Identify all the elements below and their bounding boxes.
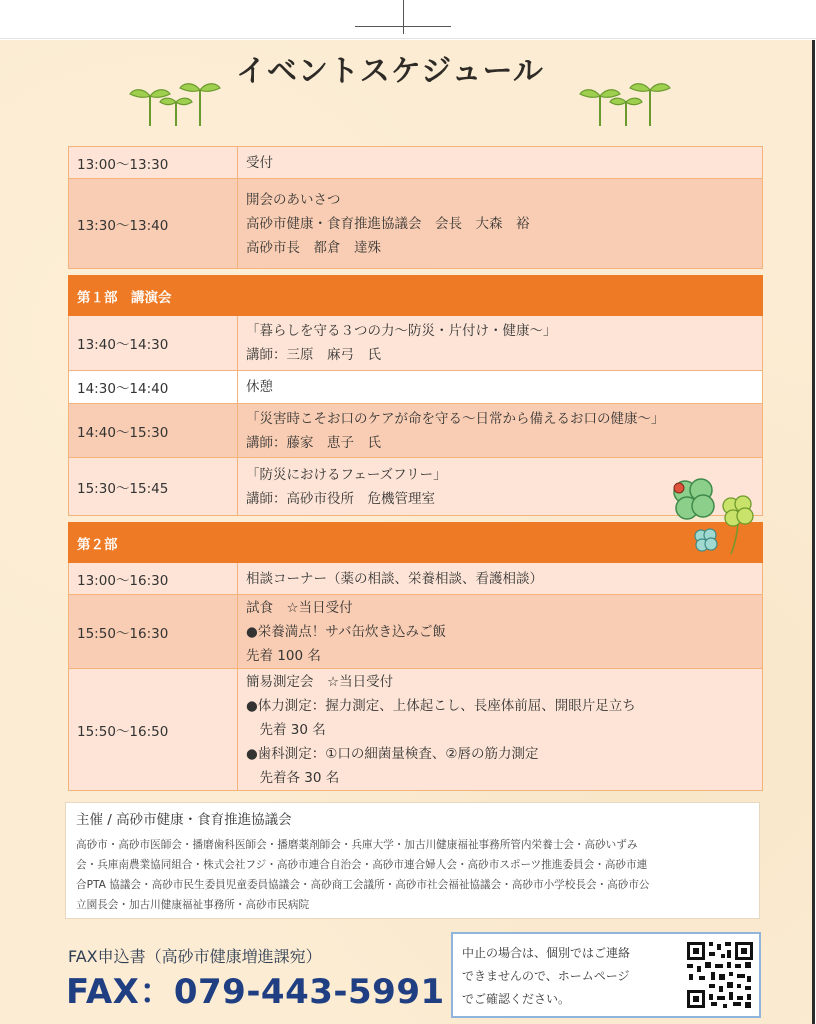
description-line: ●体力測定：握力測定、上体起こし、長座体前屈、開眼片足立ち [246,697,636,714]
description-line: 簡易測定会 ☆当日受付 [246,673,394,690]
description-line: 先着各 30 名 [246,769,340,786]
crop-mark-vertical [403,0,404,34]
schedule-description [238,404,763,458]
section-header [69,276,763,316]
description-line: 「暮らしを守る３つの力〜防災・片付け・健康〜」 [246,323,557,339]
sprout-icon [578,76,674,128]
row-gap [69,269,763,276]
schedule-time: 15:50〜16:30 [69,595,238,669]
event-schedule-table [68,146,763,791]
table-row [69,595,763,669]
cancellation-notice [451,932,761,1018]
section-header [69,523,763,563]
table-row [69,404,763,458]
table-row [69,669,763,791]
table-row [69,179,763,269]
description-line: 「防災におけるフェーズフリー」 [246,466,447,483]
description-line: 開会のあいさつ [246,191,341,208]
description-line: 講師：藤家 恵子 氏 [246,434,381,451]
clover-icon [665,474,765,558]
schedule-description [238,595,763,669]
notice-line: でご確認ください。 [462,992,571,1006]
schedule-time: 15:30〜15:45 [69,458,238,516]
table-row [69,371,763,404]
schedule-description [238,179,763,269]
page-title: イベントスケジュール [236,54,544,89]
qr-code-icon[interactable] [685,940,755,1010]
description-line: 休憩 [246,379,273,395]
schedule-description [238,563,763,595]
sponsor-line: 合PTA 協議会・高砂市民生委員児童委員協議会・高砂商工会議所・高砂市社会福祉協議会・高砂市小学校長会・高砂市公 [76,879,650,891]
sponsor-title: 主催 / 高砂市健康・食育推進協議会 [76,812,292,828]
description-line: 高砂市健康・食育推進協議会 会長 大森 裕 [246,215,530,232]
row-gap [69,516,763,523]
description-line: 受付 [246,154,273,171]
table-row [69,147,763,179]
schedule-time: 13:30〜13:40 [69,179,238,269]
schedule-description [238,147,763,179]
section-label: 第１部 講演会 [69,276,763,316]
schedule-time: 13:00〜13:30 [69,147,238,179]
schedule-description [238,669,763,791]
description-line: ●歯科測定：①口の細菌量検査、②唇の筋力測定 [246,745,539,762]
schedule-time: 14:30〜14:40 [69,371,238,404]
schedule-time: 13:40〜14:30 [69,316,238,371]
notice-text [462,942,674,1011]
description-line: 試食 ☆当日受付 [246,599,353,616]
notice-line: できませんので、ホームページ [462,969,630,983]
sponsor-line: 高砂市・高砂市医師会・播磨歯科医師会・播磨薬剤師会・兵庫大学・加古川健康福祉事務所管内栄養士会・高砂いずみ [76,839,638,851]
description-line: 「災害時こそお口のケアが命を守る〜日常から備えるお口の健康〜」 [246,410,665,427]
description-line: 先着 30 名 [246,721,326,738]
table-row [69,563,763,595]
schedule-time: 14:40〜15:30 [69,404,238,458]
schedule-time: 13:00〜16:30 [69,563,238,595]
table-row [69,316,763,371]
schedule-description [238,316,763,371]
window-top-bar [0,0,816,39]
description-line: 高砂市長 都倉 達殊 [246,239,381,256]
sponsor-box [65,802,760,919]
fax-number: FAX：079-443-5991 [66,972,445,1012]
sponsor-list [76,835,749,915]
sponsor-line: 会・兵庫南農業協同組合・株式会社フジ・高砂市連合自治会・高砂市連合婦人会・高砂市スポーツ推進委員会・高砂市連 [76,859,648,871]
schedule-time: 15:50〜16:50 [69,669,238,791]
sprout-icon [128,76,224,128]
table-row [69,458,763,516]
sponsor-line: 立園長会・加古川健康福祉事務所・高砂市民病院 [76,899,310,911]
notice-line: 中止の場合は、個別ではご連絡 [462,946,631,960]
description-line: 先着 100 名 [246,647,321,664]
section-label: 第２部 [69,523,763,563]
description-line: 講師：三原 麻弓 氏 [246,347,381,363]
schedule-description [238,371,763,404]
description-line: ●栄養満点！サバ缶炊き込みご飯 [246,623,446,640]
description-line: 相談コーナー（薬の相談、栄養相談、看護相談） [246,570,543,587]
description-line: 講師：高砂市役所 危機管理室 [246,490,435,507]
fax-label: FAX申込書（高砂市健康増進課宛） [68,947,322,966]
